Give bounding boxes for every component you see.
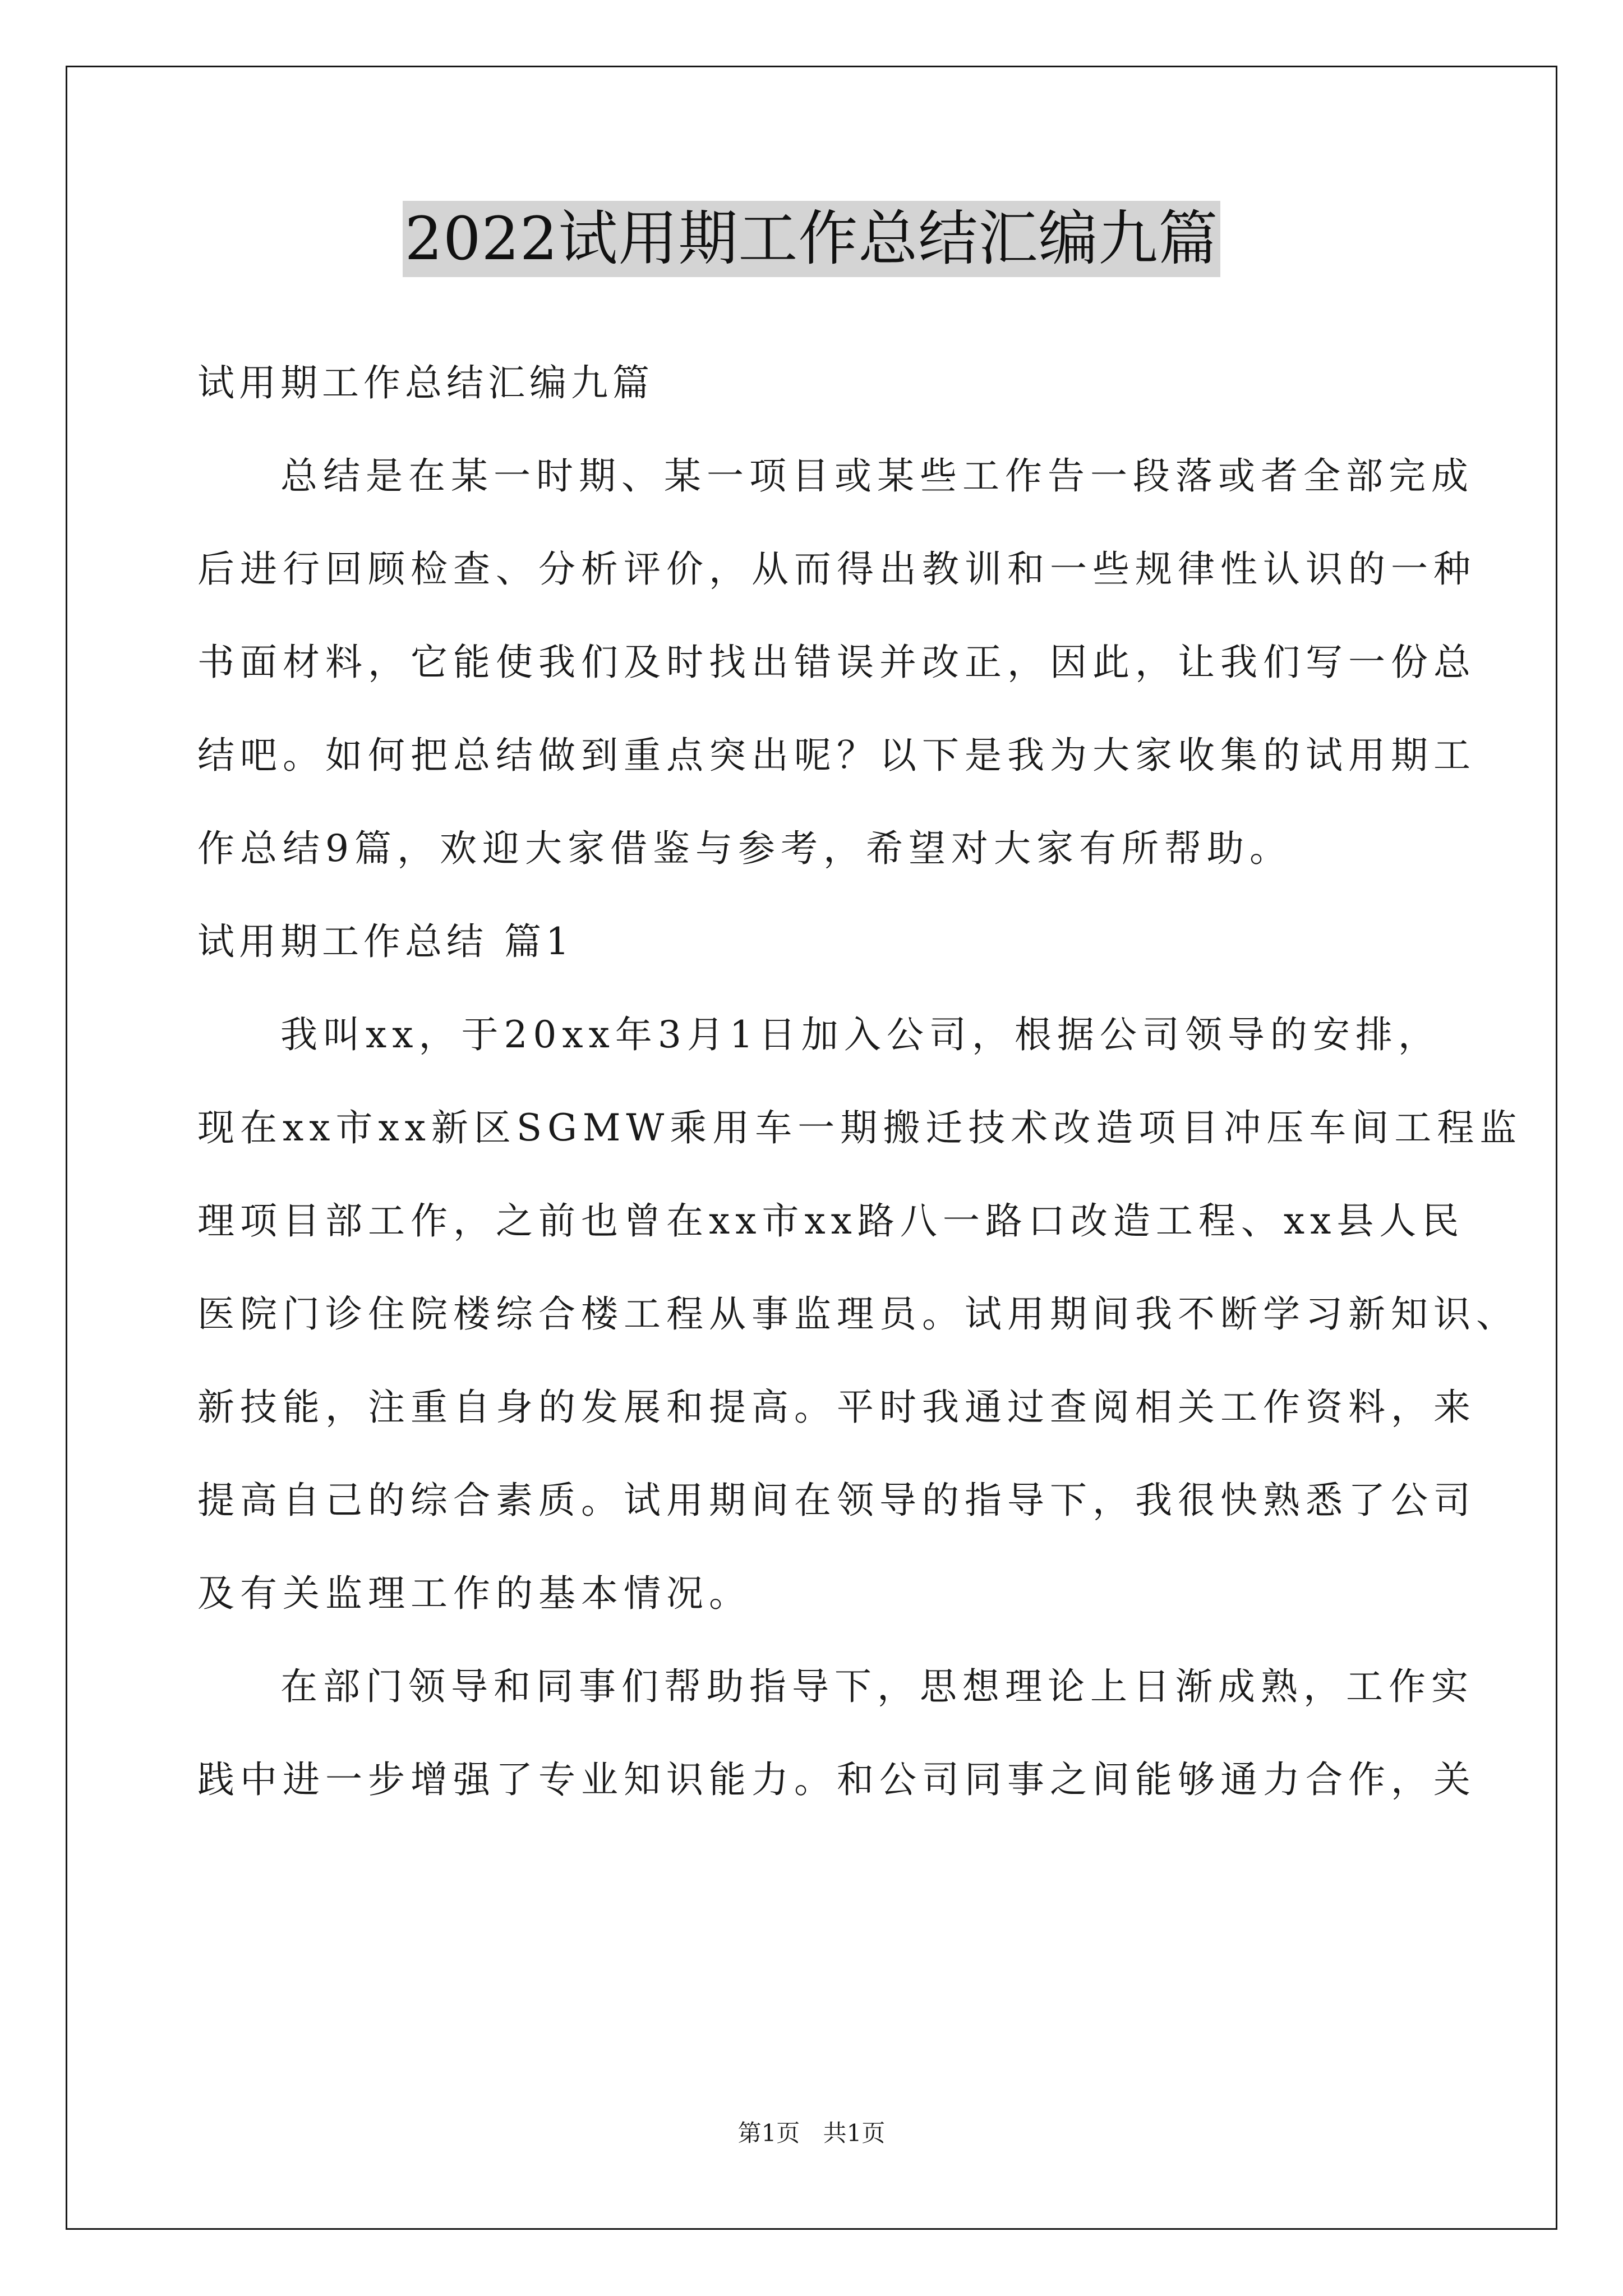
page-footer (0, 2115, 1623, 2148)
paragraph-line: 我叫xx，于20xx年3月1日加入公司，根据公司领导的安排， (280, 1013, 1441, 1056)
intro-line: 结吧。如何把总结做到重点突出呢？以下是我为大家收集的试用期工 (197, 734, 1476, 777)
document-title: 2022试用期工作总结汇编九篇 (403, 201, 1221, 277)
intro-line: 后进行回顾检查、分析评价，从而得出教训和一些规律性认识的一种 (197, 547, 1476, 591)
paragraph-line: 新技能，注重自身的发展和提高。平时我通过查阅相关工作资料，来 (197, 1386, 1476, 1429)
page-number-total: 共1页 (823, 2119, 886, 2147)
intro-line: 总结是在某一时期、某一项目或某些工作告一段落或者全部完成 (280, 454, 1474, 498)
paragraph-line: 理项目部工作，之前也曾在xx市xx路八一路口改造工程、xx县人民 (197, 1199, 1465, 1243)
title-container (0, 201, 1623, 277)
paragraph-line: 及有关监理工作的基本情况。 (197, 1572, 751, 1615)
page-number-current: 第1页 (737, 2119, 800, 2147)
document-body (197, 337, 1523, 1826)
document-subtitle: 试用期工作总结汇编九篇 (197, 361, 654, 404)
paragraph-line: 在部门领导和同事们帮助指导下，思想理论上日渐成熟，工作实 (280, 1665, 1474, 1708)
section-heading: 试用期工作总结 篇1 (197, 920, 574, 963)
intro-line: 书面材料，它能使我们及时找出错误并改正，因此，让我们写一份总 (197, 641, 1476, 684)
paragraph-line: 医院门诊住院楼综合楼工程从事监理员。试用期间我不断学习新知识、 (197, 1292, 1519, 1336)
paragraph-line: 提高自己的综合素质。试用期间在领导的指导下，我很快熟悉了公司 (197, 1479, 1476, 1522)
paragraph-line: 现在xx市xx新区SGMW乘用车一期搬迁技术改造项目冲压车间工程监 (197, 1106, 1523, 1149)
intro-line: 作总结9篇，欢迎大家借鉴与参考，希望对大家有所帮助。 (197, 827, 1292, 870)
paragraph-line: 践中进一步增强了专业知识能力。和公司同事之间能够通力合作，关 (197, 1758, 1476, 1801)
